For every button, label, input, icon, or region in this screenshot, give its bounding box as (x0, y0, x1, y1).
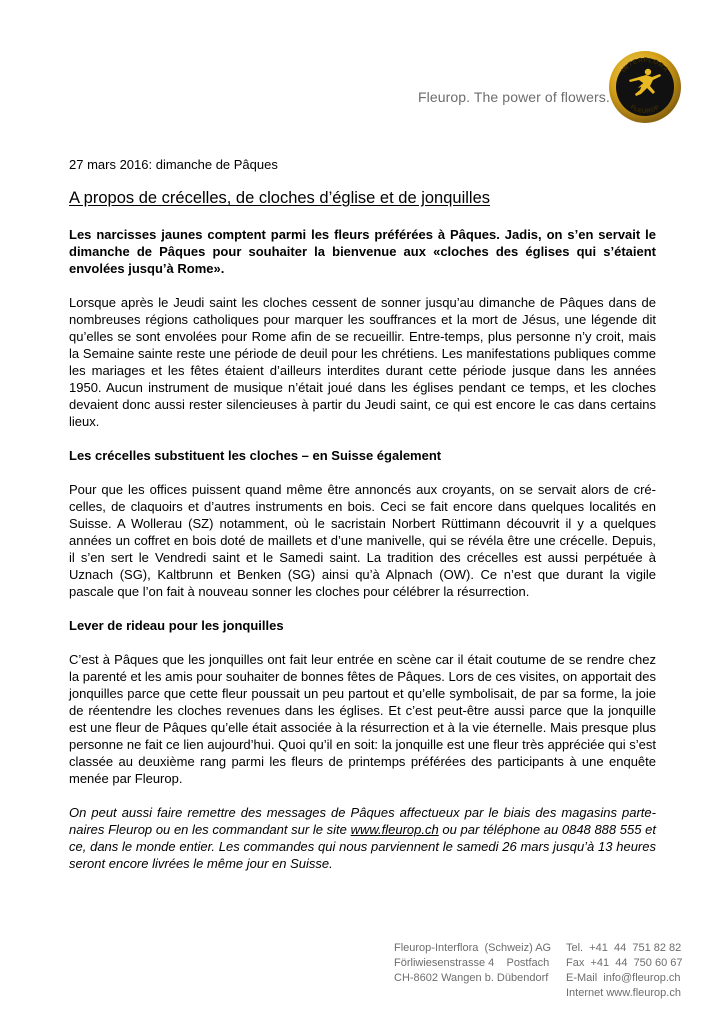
closing-paragraph (69, 804, 656, 872)
subtitle-crecelles: Les crécelles substituent les cloches – en Suisse également (69, 448, 442, 463)
paragraph-crecelles: Pour que les offices puissent quand même être annoncés aux croyants, on se servait alors de crécelles, de claquoirs et d’autres instruments en bois. Ceci se fait encore dans quelques localités en Suisse. A Wollerau (SZ) notamment, où le sacristain Norbert Rüttimann découvrit il y a quelques années un coffret en bois doté de maillets et d’une manivelle, qui se révéla être une crécelle. Depuis, il s’en sert le Vendredi saint et le Samedi saint. La tradition des crécelles est aussi perpétuée à Uznach (SG), Kaltbrunn et Benken (SG) ainsi qu’à Alpnach (OW). Ce n’est que durant la vigile pascale que l’on fait à nouveau sonner les cloches pour célébrer la résurrection. (69, 482, 656, 599)
footer-address (394, 941, 551, 986)
lead-paragraph: Les narcisses jaunes comptent parmi les fleurs préférées à Pâques. Jadis, on s’en servait le dimanche de Pâques pour souhaiter la bienvenue aux «cloches des églises qui s’étaient envolées jusqu’à Rome». (69, 227, 656, 276)
release-date: 27 mars 2016: dimanche de Pâques (69, 157, 278, 172)
closing-text-end: ou par téléphone au 0848 888 555 et ce, dans le monde entier. Les commandes qui nous parviennent le samedi 26 mars jusqu’à 13 heures seront encore livrées le même jour en Suisse. (69, 822, 656, 871)
paragraph-jonquilles: C’est à Pâques que les jonquilles ont fait leur entrée en scène car il était coutume de se rendre chez la parenté et les amis pour souhaiter de bonnes fêtes de Pâques. Lors de ces visites, on apportait des jonquilles parce que cette fleur poussait un peu partout et qu’elle symbolisait, de par sa forme, la joie de réentendre les cloches revenues dans les églises. Et c’est peut-être aussi parce que la jonquille est une fleur de Pâques qu’elle était associée à la résurrection et à la vie éternelle. Mais presque plus personne ne fait ce lien aujourd’hui. Quoi qu’il en soit: la jonquille est une fleur très appréciée qui s’est classée au deuxième rang parmi les fleurs de printemps préférées des participants à une enquête menée par Fleurop. (69, 652, 656, 786)
press-release (69, 156, 656, 872)
logo-bottom-text: FLEUROP (628, 104, 662, 116)
footer-tel: Tel. +41 44 751 82 82 (566, 942, 682, 954)
footer-street: Förliwiesenstrasse 4 Postfach (394, 957, 550, 969)
paragraph-cloches: Lorsque après le Jeudi saint les cloches cessent de sonner jusqu’au dimanche de Pâques dans de nombreuses régions catholiques pour marquer les souffrances et la mort de Jésus, une légende dit qu’elles se sont envolées pour Rome afin de se recueillir. Entre-temps, plus personne n’y croit, mais la Semaine sainte reste une période de deuil pour les chrétiens. Les manifestations publiques comme les mariages et les fêtes étaient d’ailleurs interdites durant cette période jusque dans les années 1950. Aucun instrument de musique n’était joué dans les églises pendant ce temps, et les cloches devaient donc aussi rester silencieuses à partir du Jeudi saint, ce qui est encore le cas dans certains lieux. (69, 295, 656, 429)
brand-tagline: Fleurop. The power of flowers. (418, 89, 610, 105)
footer-email: E-Mail info@fleurop.ch (566, 972, 681, 984)
interflora-fleurop-logo-icon (608, 50, 682, 124)
closing-text-start: On peut aussi faire remettre des messages de Pâques affectueux par le biais des magasins partenaires Fleurop ou en les commandant sur le site (69, 805, 656, 837)
fleurop-website-link[interactable]: www.fleurop.ch (350, 822, 439, 837)
logo-top-text: INTERFLORA (620, 56, 670, 74)
footer-internet: Internet www.fleurop.ch (566, 987, 681, 999)
footer-city: CH-8602 Wangen b. Dübendorf (394, 972, 549, 984)
subtitle-jonquilles: Lever de rideau pour les jonquilles (69, 618, 284, 633)
page-title: A propos de crécelles, de cloches d’église et de jonquilles (69, 189, 491, 207)
footer-company: Fleurop-Interflora (Schweiz) AG (394, 942, 552, 954)
footer-fax: Fax +41 44 750 60 67 (566, 957, 683, 969)
footer-contact (566, 941, 683, 1001)
